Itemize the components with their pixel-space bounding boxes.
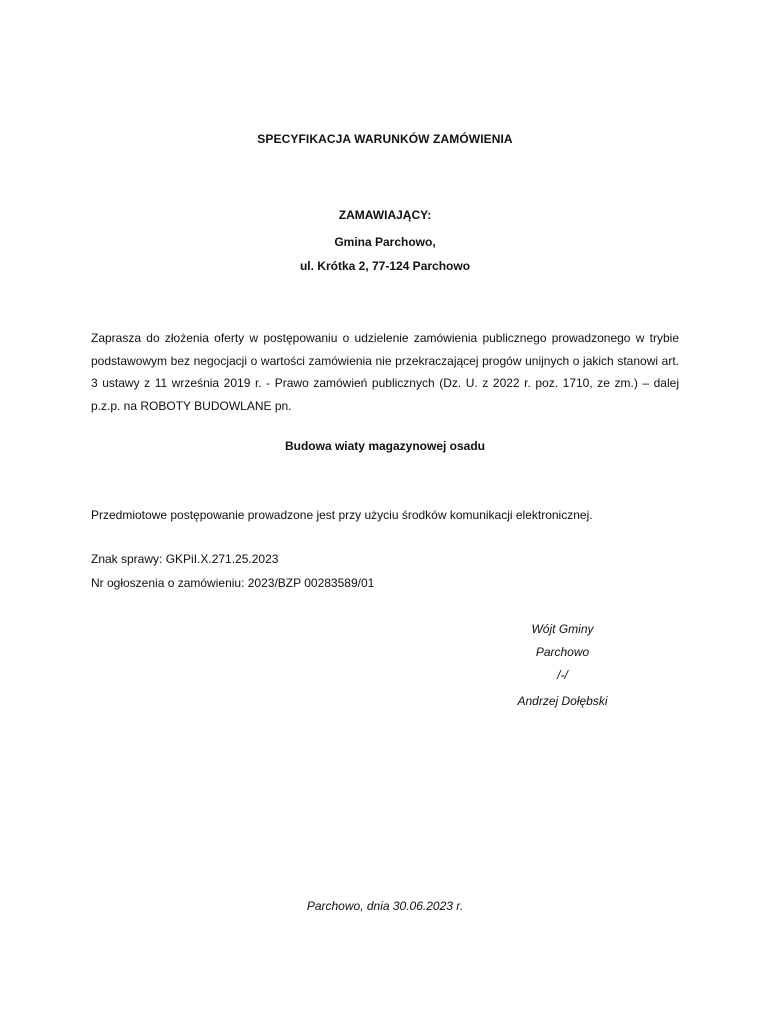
signature-municipality: Parchowo — [535, 645, 590, 659]
signature-title: Wójt Gminy — [531, 622, 594, 636]
signature-name: Andrzej Dołębski — [517, 694, 608, 708]
signature-mark: /-/ — [557, 668, 568, 682]
contracting-authority-address: ul. Krótka 2, 77-124 Parchowo — [299, 259, 471, 273]
contracting-authority-name: Gmina Parchowo, — [334, 235, 436, 249]
invitation-paragraph: Zaprasza do złożenia oferty w postępowaniu o udzielenie zamówienia publicznego prowadzonego w trybie podstawowym bez negocjacji o wartości zamówienia nie przekraczającej progów unijnych o jakich stanowi art. 3 ustawy z 11 września 2019 r. - Prawo zamówień publicznych (Dz. U. z 2022 r. poz. 1710, ze zm.) – dalej p.z.p. na ROBOTY BUDOWLANE pn. — [91, 331, 679, 413]
case-number: Znak sprawy: GKPiI.X.271.25.2023 — [91, 552, 279, 566]
procurement-subject: Budowa wiaty magazynowej osadu — [284, 439, 486, 453]
notice-number: Nr ogłoszenia o zamówieniu: 2023/BZP 00283589/01 — [91, 576, 375, 590]
contracting-authority-label: ZAMAWIAJĄCY: — [338, 208, 432, 222]
electronic-communication-notice: Przedmiotowe postępowanie prowadzone jest przy użyciu środków komunikacji elektronicznej. — [91, 508, 593, 522]
document-title: SPECYFIKACJA WARUNKÓW ZAMÓWIENIA — [257, 132, 513, 146]
place-and-date: Parchowo, dnia 30.06.2023 r. — [306, 899, 464, 913]
